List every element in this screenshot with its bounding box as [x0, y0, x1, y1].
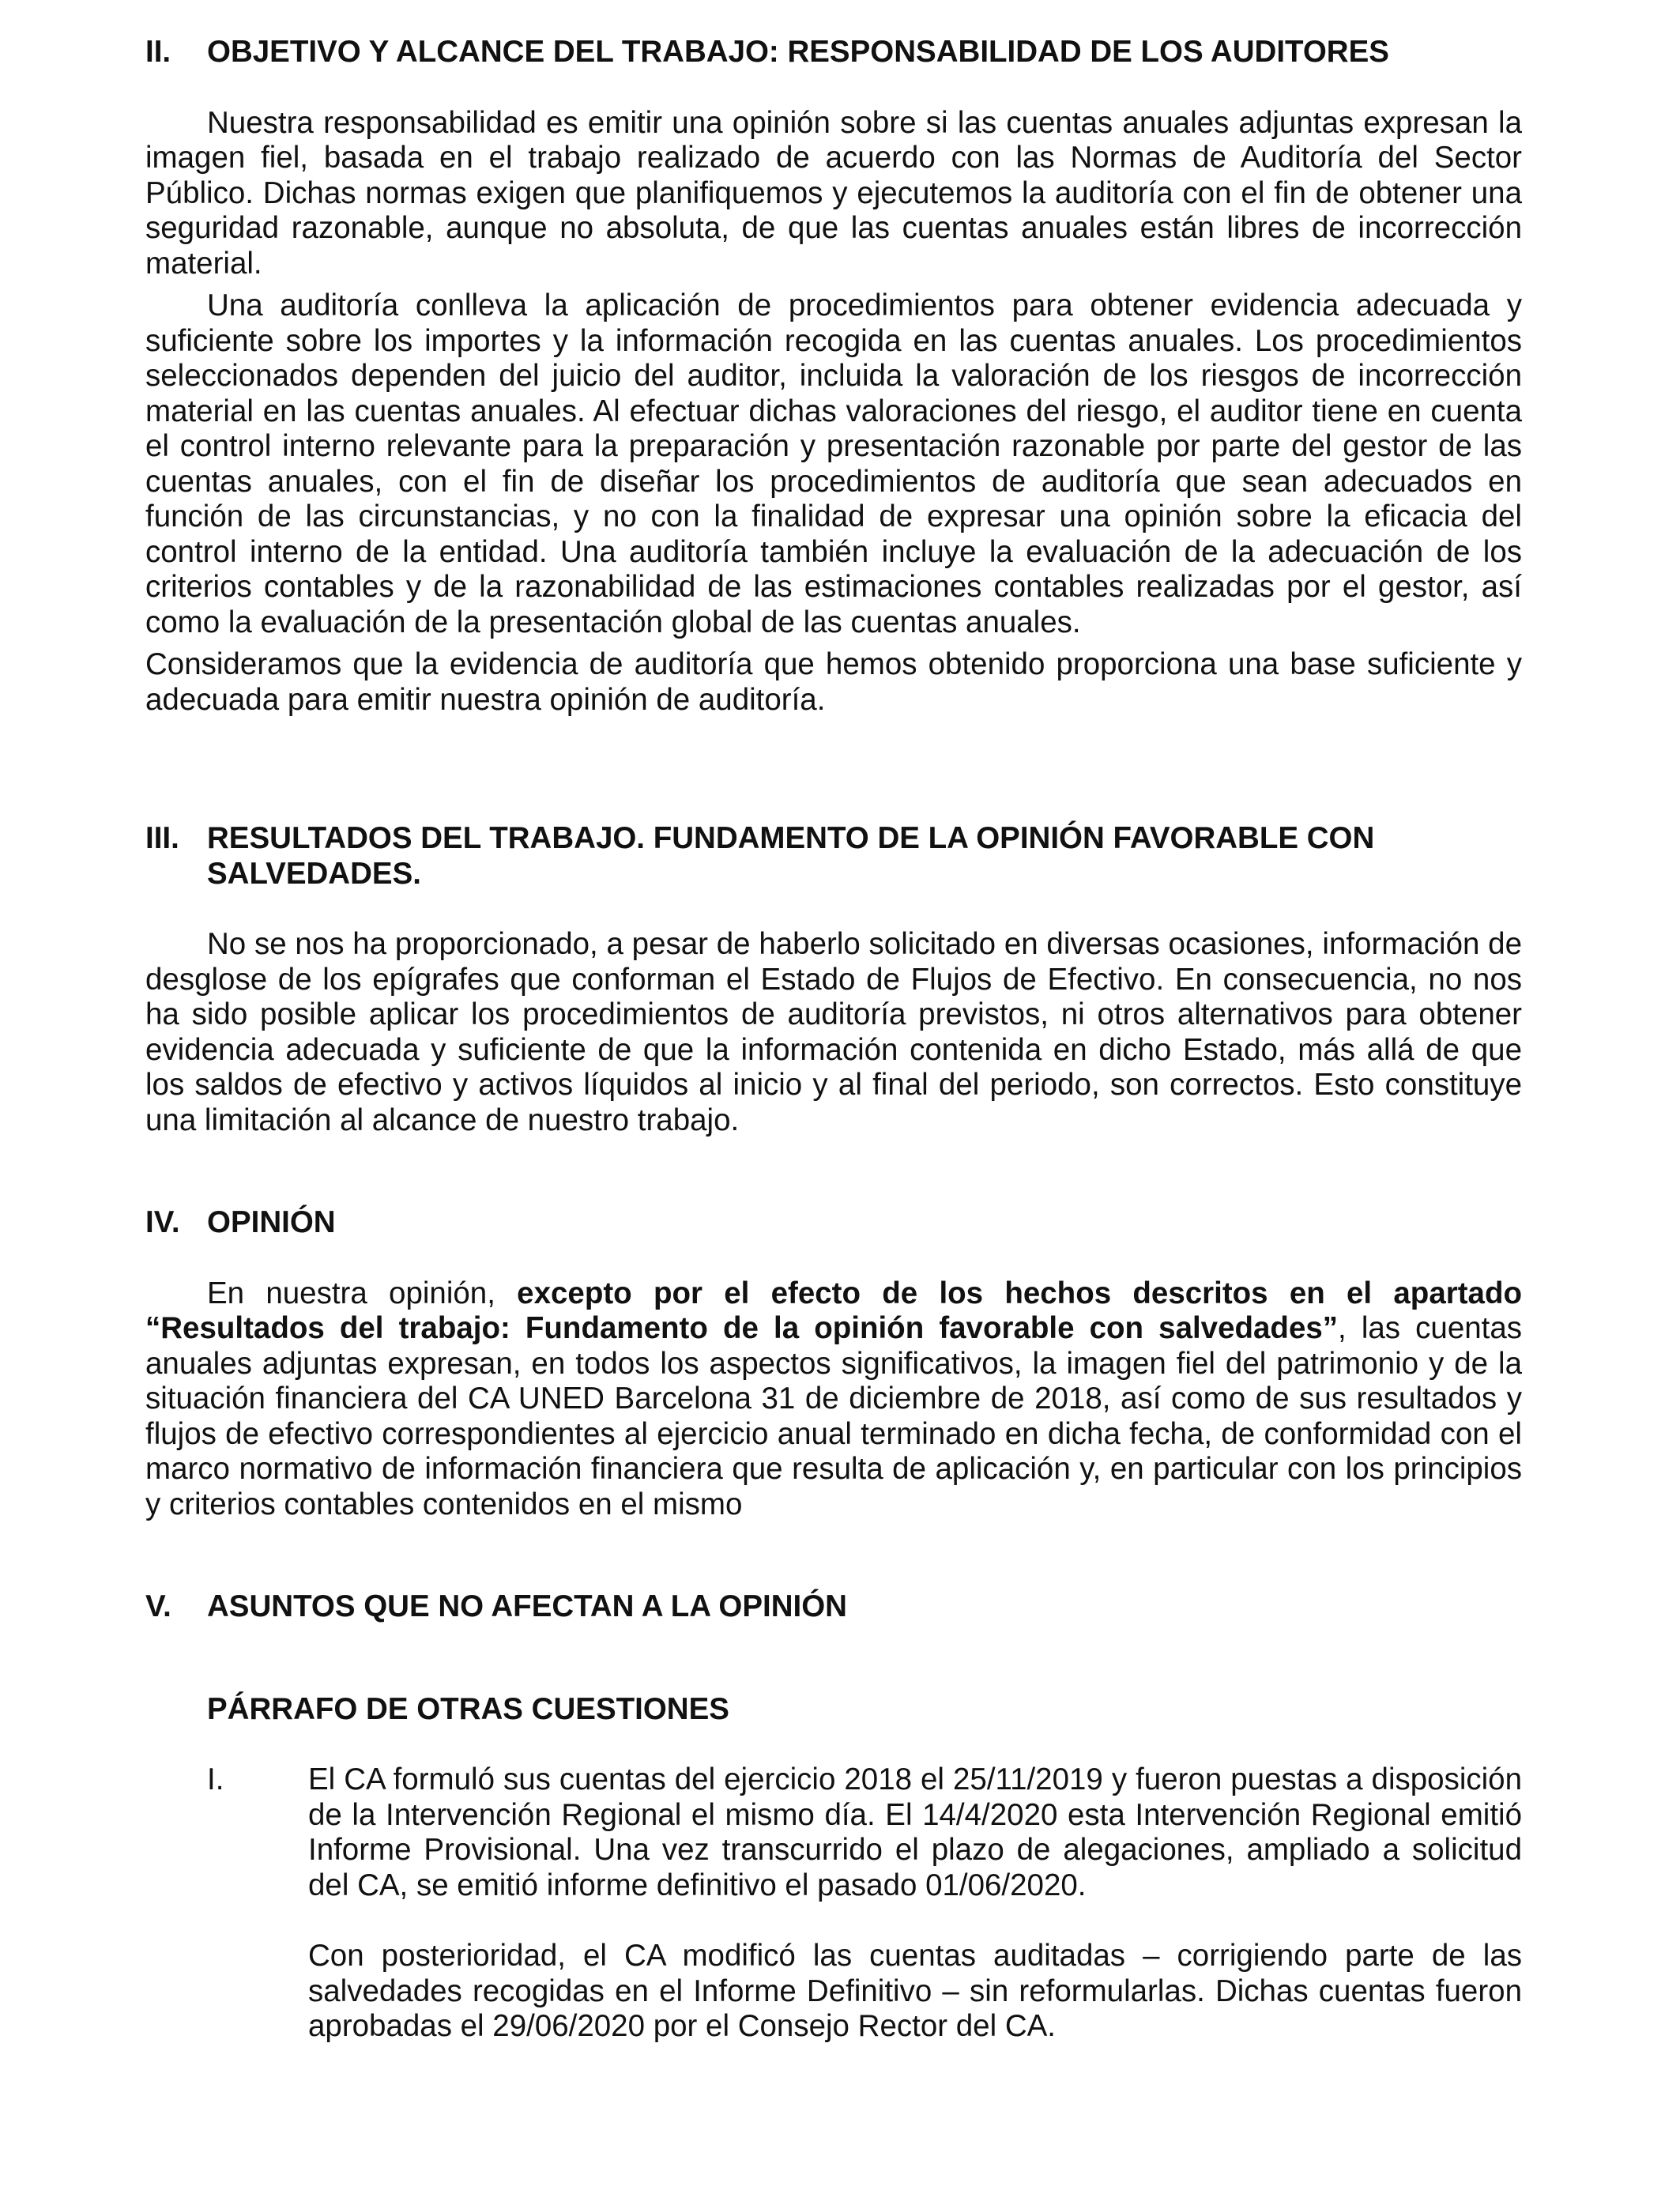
section-5-title: ASUNTOS QUE NO AFECTAN A LA OPINIÓN	[207, 1589, 847, 1623]
section-4-title: OPINIÓN	[207, 1205, 336, 1239]
section-2-heading	[145, 35, 1522, 70]
section-3-title-line-1: RESULTADOS DEL TRABAJO. FUNDAMENTO DE LA OPINIÓN FAVORABLE CON	[207, 821, 1375, 855]
section-3-paragraph-1: No se nos ha proporcionado, a pesar de haberlo solicitado en diversas ocasiones, información de desglose de los epígrafes que conforman el Estado de Flujos de Efectivo. En consecuencia, no nos ha sido posible aplicar los procedimientos de auditoría previstos, ni otros alternativos para obtener evidencia adecuada y suficiente de que la información contenida en dicho Estado, más allá de que los saldos de efectivo y activos líquidos al inicio y al final del periodo, son correctos. Esto constituye una limitación al alcance de nuestro trabajo.	[145, 927, 1522, 1137]
section-2-title: OBJETIVO Y ALCANCE DEL TRABAJO: RESPONSABILIDAD DE LOS AUDITORES	[207, 35, 1389, 69]
section-4-heading	[145, 1205, 1522, 1241]
list-item	[145, 1762, 1522, 2045]
section-2-paragraph-2: Una auditoría conlleva la aplicación de procedimientos para obtener evidencia adecuada y suficiente sobre los importes y la información recogida en las cuentas anuales. Los procedimientos seleccionados dependen del juicio del auditor, incluida la valoración de los riesgos de incorrección material en las cuentas anuales. Al efectuar dichas valoraciones del riesgo, el auditor tiene en cuenta el control interno relevante para la preparación y presentación razonable por parte del gestor de las cuentas anuales, con el fin de diseñar los procedimientos de auditoría que sean adecuados en función de las circunstancias, y no con la finalidad de expresar una opinión sobre la eficacia del control interno de la entidad. Una auditoría también incluye la evaluación de la adecuación de los criterios contables y de la razonabilidad de las estimaciones contables realizadas por el gestor, así como la evaluación de la presentación global de las cuentas anuales.	[145, 288, 1522, 639]
section-5-subheading: PÁRRAFO DE OTRAS CUESTIONES	[207, 1691, 729, 1726]
section-2-paragraph-1: Nuestra responsabilidad es emitir una opinión sobre si las cuentas anuales adjuntas expresan la imagen fiel, basada en el trabajo realizado de acuerdo con las Normas de Auditoría del Sector Público. Dichas normas exigen que planifiquemos y ejecutemos la auditoría con el fin de obtener una seguridad razonable, aunque no absoluta, de que las cuentas anuales están libres de incorrección material.	[145, 105, 1522, 281]
section-3-title	[207, 821, 1522, 892]
section-4-paragraph-1-start: En nuestra opinión,	[207, 1276, 518, 1310]
list-item-paragraph-2: Con posterioridad, el CA modificó las cuentas auditadas – corrigiendo parte de las salvedades recogidas en el Informe Definitivo – sin reformularlas. Dichas cuentas fueron aprobadas el 29/06/2020 por el Consejo Rector del CA.	[308, 1939, 1522, 2043]
list-item-body	[308, 1762, 1522, 2045]
section-3-title-line-2: SALVEDADES.	[207, 856, 421, 891]
section-2-paragraph-3: Consideramos que la evidencia de auditoría que hemos obtenido proporciona una base suficiente y adecuada para emitir nuestra opinión de auditoría.	[145, 647, 1522, 717]
section-4-number: IV.	[145, 1205, 180, 1239]
section-3-number: III.	[145, 821, 179, 855]
document-page	[145, 35, 1522, 2045]
section-5-heading	[145, 1589, 1522, 1625]
section-4-paragraph-1-bold: excepto por el efecto de los hechos descritos en el apartado “Resultados del trabajo: Fundamento de la opinión favorable con salvedades”	[145, 1276, 1522, 1345]
list-item-number: I.	[207, 1762, 224, 1796]
section-4-paragraph-1	[145, 1276, 1522, 1523]
list-item-paragraph-1: El CA formuló sus cuentas del ejercicio 2018 el 25/11/2019 y fueron puestas a disposición de la Intervención Regional el mismo día. El 14/4/2020 esta Intervención Regional emitió Informe Provisional. Una vez transcurrido el plazo de alegaciones, ampliado a solicitud del CA, se emitió informe definitivo el pasado 01/06/2020.	[308, 1762, 1522, 1902]
section-3-heading	[145, 821, 1522, 892]
section-2-number: II.	[145, 35, 171, 69]
section-4-paragraph-1-end: , las cuentas anuales adjuntas expresan, en todos los aspectos significativos, la imagen fiel del patrimonio y de la situación financiera del CA UNED Barcelona 31 de diciembre de 2018, así como de sus resultados y flujos de efectivo correspondientes al ejercicio anual terminado en dicha fecha, de conformidad con el marco normativo de información financiera que resulta de aplicación y, en particular con los principios y criterios contables contenidos en el mismo	[145, 1311, 1522, 1521]
section-5-number: V.	[145, 1589, 171, 1623]
